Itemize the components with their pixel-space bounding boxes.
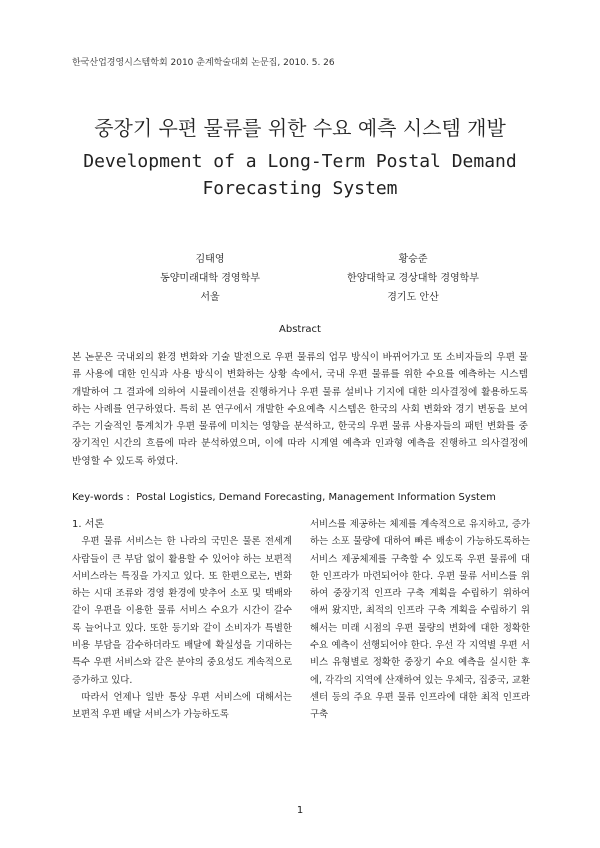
keywords-line [72, 492, 542, 503]
body-paragraph: 우편 물류 서비스는 한 나라의 국민은 물론 전세계 사람들이 큰 부담 없이 활용할 수 있어야 하는 보편적 서비스라는 특징을 가지고 있다. 또 한편으로는, 변화하는 시대 조류와 경영 환경에 맞추어 소포 및 택배와 같이 우편을 이용한 물류 서비스 수요가 시간이 갈수록 늘어나고 있다. 또한 등기와 같이 소비자가 특별한 비용 부담을 감수하더라도 배달에 확실성을 기대하는 특수 우편 서비스와 같은 분야의 중요성도 계속적으로 증가하고 있다. [72, 536, 292, 686]
journal-header: 한국산업경영시스템학회 2010 춘계학술대회 논문집, 2010. 5. 26 [72, 58, 335, 68]
keywords-items: Postal Logistics, Demand Forecasting, Management Information System [136, 492, 496, 503]
author-block-1 [110, 250, 310, 307]
author-name: 김태영 [195, 254, 225, 265]
abstract-text: 본 논문은 국내외의 환경 변화와 기술 발전으로 우편 물류의 업무 방식이 바뀌어가고 또 소비자들의 우편 물류 사용에 대한 인식과 사용 방식이 변화하는 상황 속에서, 국내 우편 물류를 위한 수요를 예측하는 시스템 개발하여 그 결과에 의하여 시뮬레이션을 진행하거나 우편 물류 설비나 기지에 대한 의사결정에 활용하도록 하는 사례를 연구하였다. 특히 본 연구에서 개발한 수요예측 시스템은 한국의 사회 변화와 경기 변동을 보여주는 기술적인 통계치가 우편 물류에 미치는 영향을 분석하고, 한국의 우편 물류 사용자들의 패턴 변화를 중장기적인 시간의 흐름에 따라 분석하였으며, 이에 따라 시계열 예측과 인과형 예측을 진행하고 의사결정에 반영할 수 있도록 하였다. [72, 352, 528, 467]
author-affiliation: 한양대학교 경상대학 경영학부 [347, 273, 479, 284]
keywords-label: Key-words : [72, 492, 130, 503]
author-location: 서울 [200, 292, 220, 303]
paper-title-english [0, 148, 600, 202]
body-column-right [310, 516, 530, 724]
paper-title-english-line2: Forecasting System [202, 178, 398, 199]
paper-title-english-line1: Development of a Long-Term Postal Demand [83, 151, 517, 172]
author-block-2 [313, 250, 513, 307]
author-location: 경기도 안산 [387, 292, 439, 303]
page-number: 1 [296, 805, 304, 816]
body-paragraph: 따라서 언제나 일반 통상 우편 서비스에 대해서는 보편적 우편 배달 서비스가 가능하도록 [72, 691, 292, 721]
abstract-heading: Abstract [279, 324, 321, 335]
paper-title-korean: 중장기 우편 물류를 위한 수요 예측 시스템 개발 [94, 116, 506, 140]
body-paragraph: 서비스를 제공하는 체제를 계속적으로 유지하고, 증가하는 소포 물량에 대하여 빠른 배송이 가능하도록하는 서비스 제공체제를 구축할 수 있도록 우편 물류에 대한 인프라가 마련되어야 한다. 우편 물류 서비스를 위하여 중장기적 인프라 구축 계획을 수립하기 위하여 애써 왔지만, 최적의 인프라 구축 계획을 수립하기 위해서는 미래 시점의 우편 물량의 변화에 대한 정확한 수요 예측이 선행되어야 한다. 우선 각 지역별 우편 서비스 유형별로 정확한 중장기 수요 예측을 실시한 후에, 각각의 지역에 산재하여 있는 우체국, 집중국, 교환 센터 등의 주요 우편 물류 인프라에 대한 최적 인프라 구축 [310, 519, 530, 721]
author-name: 황승준 [398, 254, 428, 265]
body-column-left [72, 516, 292, 724]
author-affiliation: 동양미래대학 경영학부 [160, 273, 260, 284]
section-heading: 1. 서론 [72, 519, 105, 530]
